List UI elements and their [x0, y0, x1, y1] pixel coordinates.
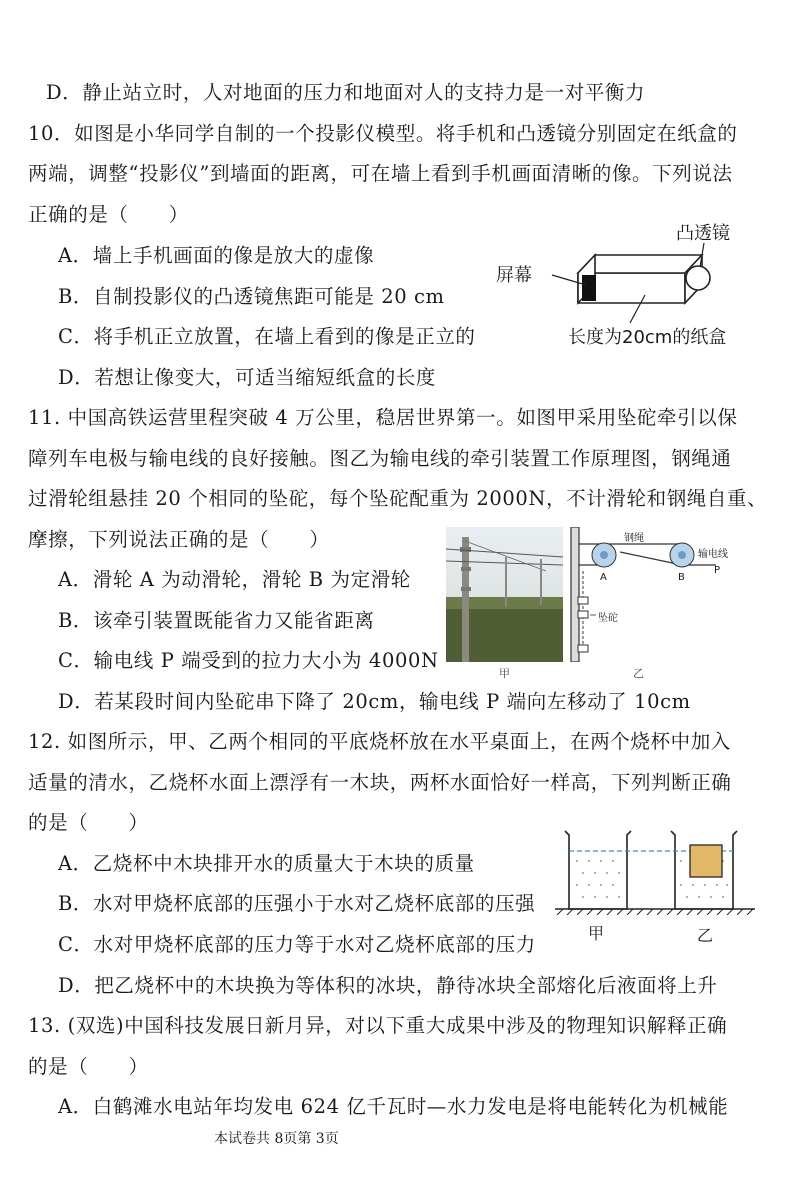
- q11-stem-line-1: 11. 中国高铁运营里程突破 4 万公里，稳居世界第一。如图甲采用坠砣牵引以保: [28, 406, 738, 429]
- q11-stem-line-3: 过滑轮组悬挂 20 个相同的坠砣，每个坠砣配重为 2000N，不计滑轮和钢绳自重、: [28, 487, 768, 510]
- q13-stem-line-2: 的是（ ）: [28, 1055, 149, 1078]
- q12-figure-beakers: [555, 825, 760, 945]
- q11-caption-right: 乙: [633, 667, 644, 680]
- q11-option-b: B．该牵引装置既能省力又能省距离: [58, 609, 375, 632]
- page-footer: 本试卷共 8页第 3页: [214, 1131, 339, 1147]
- pulley-a-label: A: [600, 572, 607, 583]
- wire-label: 输电线: [698, 549, 728, 560]
- pulley-b-label: B: [678, 572, 685, 583]
- q10-stem-line-2: 两端，调整“投影仪”到墙面的距离，可在墙上看到手机画面清晰的像。下列说法: [28, 162, 733, 185]
- q11-figure-pulley: [566, 527, 756, 662]
- q11-caption-left: 甲: [499, 667, 510, 680]
- q11-figure-photo: [446, 527, 563, 662]
- q12-option-c: C．水对甲烧杯底部的压力等于水对乙烧杯底部的压力: [58, 933, 536, 956]
- point-p-label: P: [714, 565, 721, 576]
- q11-option-a: A．滑轮 A 为动滑轮，滑轮 B 为定滑轮: [58, 568, 411, 591]
- beakers-diagram: [555, 825, 760, 915]
- q11-stem-line-2: 障列车电极与输电线的良好接触。图乙为输电线的牵引装置工作原理图，钢绳通: [28, 447, 732, 470]
- q10-option-c: C．将手机正立放置，在墙上看到的像是正立的: [58, 325, 476, 348]
- lens-label: 凸透镜: [676, 223, 730, 244]
- q12-option-b: B．水对甲烧杯底部的压强小于水对乙烧杯底部的压强: [58, 892, 536, 915]
- q13-stem-line-1: 13. (双选)中国科技发展日新月异，对以下重大成果中涉及的物理知识解释正确: [28, 1014, 728, 1037]
- beaker-left-label: 甲: [588, 924, 605, 943]
- q10-option-b: B．自制投影仪的凸透镜焦距可能是 20 cm: [58, 285, 445, 308]
- beaker-right-label: 乙: [697, 926, 714, 945]
- q12-option-d: D．把乙烧杯中的木块换为等体积的冰块，静待冰块全部熔化后液面将上升: [58, 974, 718, 997]
- q12-stem-line-2: 适量的清水，乙烧杯水面上漂浮有一木块，两杯水面恰好一样高，下列判断正确: [28, 771, 732, 794]
- box-length-label: 长度为20cm的纸盒: [568, 327, 727, 348]
- q9-option-d: D．静止站立时，人对地面的压力和地面对人的支持力是一对平衡力: [46, 81, 646, 104]
- q10-option-d: D．若想让像变大，可适当缩短纸盒的长度: [58, 366, 437, 389]
- weights-label: 坠砣: [598, 613, 618, 624]
- rope-label: 钢绳: [624, 533, 644, 544]
- q11-option-c: C．输电线 P 端受到的拉力大小为 4000N: [58, 649, 439, 672]
- q12-stem-line-3: 的是（ ）: [28, 811, 149, 834]
- q13-option-a: A．白鹤滩水电站年均发电 624 亿千瓦时—水力发电是将电能转化为机械能: [58, 1095, 729, 1118]
- railway-photo: [446, 527, 563, 662]
- screen-label: 屏幕: [496, 265, 532, 286]
- q11-stem-line-4: 摩擦，下列说法正确的是（ ）: [28, 528, 330, 551]
- q10-stem-line-1: 10．如图是小华同学自制的一个投影仪模型。将手机和凸透镜分别固定在纸盒的: [28, 122, 738, 145]
- q12-stem-line-1: 12. 如图所示，甲、乙两个相同的平底烧杯放在水平桌面上，在两个烧杯中加入: [28, 730, 731, 753]
- q10-figure-projector: [490, 215, 760, 355]
- q10-stem-line-3: 正确的是（ ）: [28, 203, 189, 226]
- q11-option-d: D．若某段时间内坠砣串下降了 20cm，输电线 P 端向左移动了 10cm: [58, 690, 691, 713]
- q12-option-a: A．乙烧杯中木块排开水的质量大于木块的质量: [58, 852, 475, 875]
- q10-option-a: A．墙上手机画面的像是放大的虚像: [58, 244, 375, 267]
